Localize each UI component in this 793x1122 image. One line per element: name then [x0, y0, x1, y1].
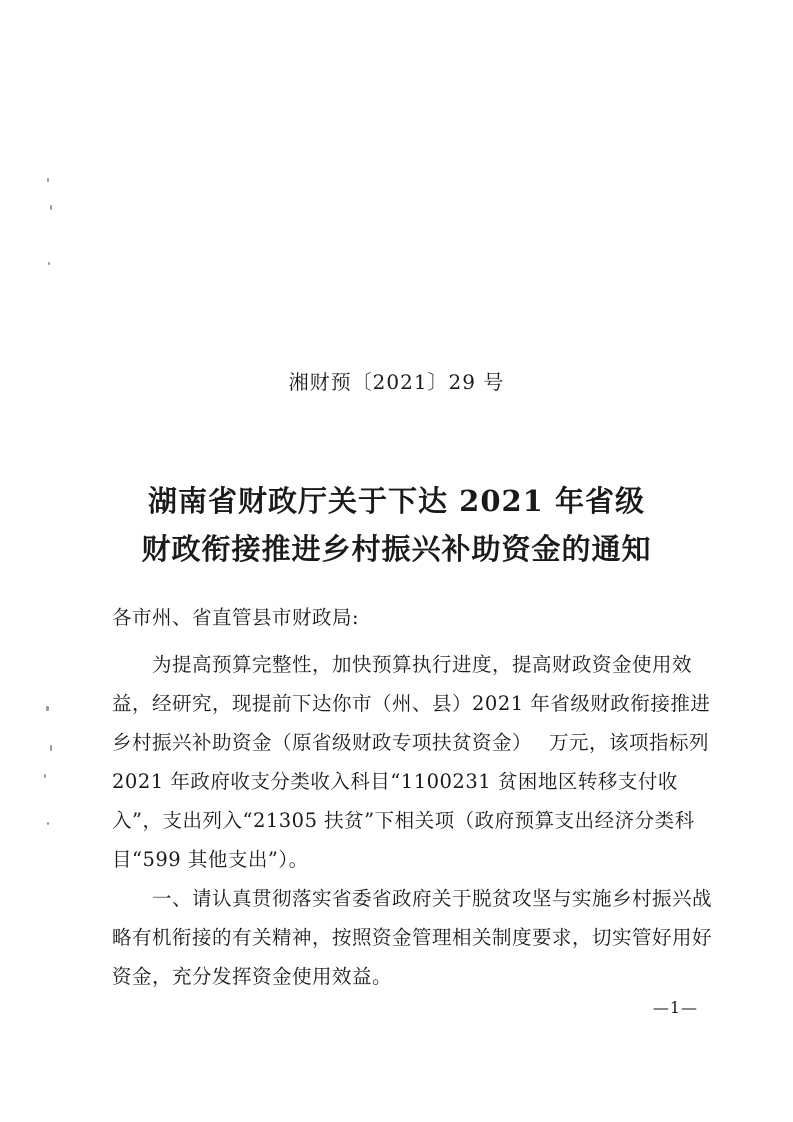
scan-mark — [46, 706, 49, 711]
paragraph: 为提高预算完整性，加快预算执行进度，提高财政资金使用效益，经研究，现提前下达你市（州、县）2021 年省级财政衔接推进乡村振兴补助资金（原省级财政专项扶贫资金） 万元，该项指标列 2021 年政府收支分类收入科目“1100231 贫困地区转移支付收入”，支出列入“21305 扶贫”下相关项（政府预算支出经济分类科目“599 其他支出”）。 — [112, 653, 711, 871]
salutation: 各市州、省直管县市财政局: — [112, 606, 360, 629]
page-number: —1— — [652, 998, 698, 1017]
paragraph: 一、请认真贯彻落实省委省政府关于脱贫攻坚与实施乡村振兴战略有机衔接的有关精神，按照资金管理相关制度要求，切实管好用好资金，充分发挥资金使用效益。 — [112, 887, 713, 988]
scan-mark — [47, 178, 49, 182]
scan-mark — [44, 774, 46, 778]
document-number: 湘财预〔2021〕29 号 — [288, 370, 505, 394]
scan-mark — [47, 822, 49, 825]
document-body — [112, 598, 712, 996]
title-line-2: 财政衔接推进乡村振兴补助资金的通知 — [141, 532, 652, 566]
scan-mark — [48, 262, 50, 265]
title-line-1: 湖南省财政厅关于下达 2021 年省级 — [148, 484, 645, 518]
scan-mark — [50, 745, 52, 751]
scan-mark — [50, 205, 52, 210]
document-title — [0, 477, 793, 573]
